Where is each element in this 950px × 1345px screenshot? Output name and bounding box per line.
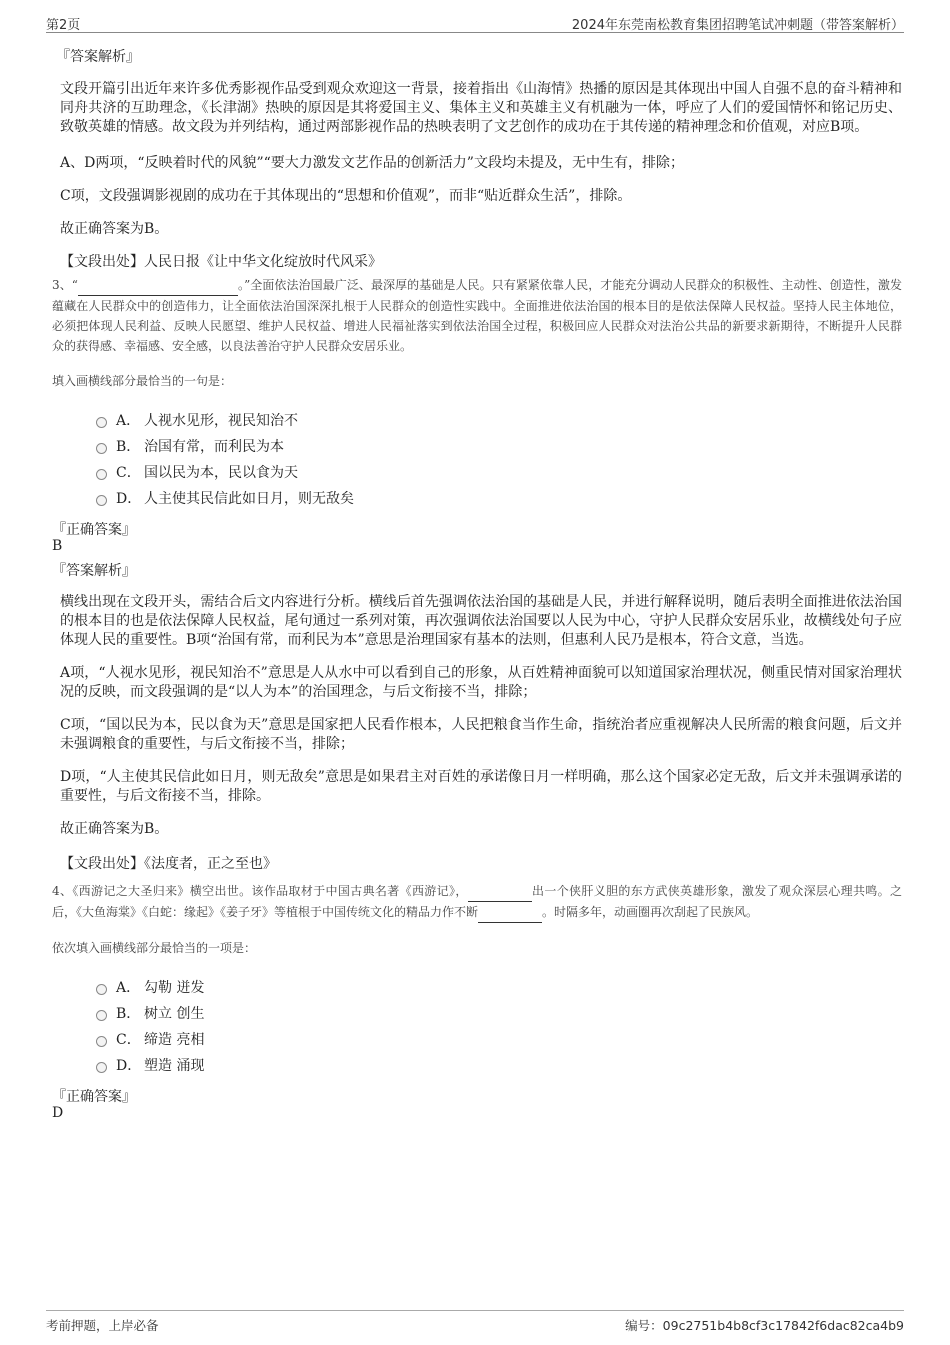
q3-answer: B: [52, 538, 63, 554]
q3-option-b[interactable]: B． 治国有常，而利民为本: [96, 433, 902, 459]
page-number: 第2页: [46, 18, 81, 33]
q2-option-c-analysis: C项，文段强调影视剧的成功在于其体现出的“思想和价值观”，而非“贴近群众生活”，排除。: [60, 188, 632, 204]
q3-prompt: 填入画横线部分最恰当的一句是：: [52, 374, 233, 388]
radio-icon[interactable]: [96, 1010, 107, 1021]
page-footer: [46, 1310, 904, 1333]
q3-option-a-analysis: A项，“人视水见形，视民知治不”意思是人从水中可以看到自己的形象，从百姓精神面貌可以知道国家治理状况，侧重民情对国家治理状况的反映，而文段强调的是“以人为本”的治国理念，与后文衔接不当，排除；: [60, 665, 902, 700]
q4-blank-1: [468, 881, 532, 902]
q3-stem-text: 。”全面依法治国最广泛、最深厚的基础是人民。只有紧紧依靠人民，才能充分调动人民群众的积极性、主动性、创造性，激发蕴藏在人民群众中的创造伟力，让全面依法治国深深扎根于人民群众的创造性实践中。全面推进依法治国的根本目的是依法保障人民权益。坚持人民主体地位，必须把体现人民利益、反映人民愿望、维护人民权益、增进人民福祉落实到依法治国全过程，积极回应人民群众对法治公共品的新要求新期待，不断提升人民群众的获得感、幸福感、安全感，以良法善治守护人民群众安居乐业。: [52, 278, 902, 353]
q3-option-c-analysis: C项，“国以民为本，民以食为天”意思是国家把人民看作根本，人民把粮食当作生命，指统治者应重视解决人民所需的粮食问题，后文并未强调粮食的重要性，与后文衔接不当，排除；: [60, 717, 902, 752]
radio-icon[interactable]: [96, 984, 107, 995]
q3-source: 【文段出处】《法度者，正之至也》: [60, 856, 277, 872]
q3-option-d[interactable]: D． 人主使其民信此如日月，则无敌矣: [96, 485, 902, 511]
q3-option-d-analysis: D项，“人主使其民信此如日月，则无敌矣”意思是如果君主对百姓的承诺像日月一样明确，那么这个国家必定无敌，后文并未强调承诺的重要性，与后文衔接不当，排除。: [60, 769, 902, 804]
q3-analysis: 横线出现在文段开头，需结合后文内容进行分析。横线后首先强调依法治国的基础是人民，并进行解释说明，随后表明全面推进依法治国的根本目的也是依法保障人民权益，尾句通过一系列对策，再次强调依法治国要以人民为中心，守护人民群众安居乐业，故横线处句子应体现人民的重要性。B项“治国有常，而利民为本”意思是治理国家有基本的法则，但惠利人民乃是根本，符合文意，当选。: [60, 594, 902, 648]
q3-stem: [52, 275, 902, 356]
q3-analysis-label: 『答案解析』: [52, 563, 136, 579]
radio-icon[interactable]: [96, 1036, 107, 1047]
q4-stem-part1: 4、《西游记之大圣归来》横空出世。该作品取材于中国古典名著《西游记》，: [52, 884, 468, 898]
q4-stem-part2: 出一个侠肝义胆的东方武侠英雄形象，激发了观众深层心理共鸣。之后，《大鱼海棠》《白蛇：缘起》《姜子牙》等植根于中国传统文化的精品力作不断: [52, 884, 902, 919]
document-id: 编号：09c2751b4b8cf3c17842f6dac82ca4b9: [625, 1318, 904, 1333]
q3-number: 3、“: [52, 278, 78, 292]
q4-answer: D: [52, 1105, 64, 1121]
q4-option-b[interactable]: B． 树立 创生: [96, 1000, 902, 1026]
q3-option-a[interactable]: A． 人视水见形，视民知治不: [96, 407, 902, 433]
page-header: [46, 12, 904, 33]
q2-conclusion: 故正确答案为B。: [60, 221, 169, 237]
document-title: 2024年东莞南松教育集团招聘笔试冲刺题（带答案解析）: [571, 18, 904, 33]
q4-option-a[interactable]: A． 勾勒 迸发: [96, 974, 902, 1000]
q3-correct-label: 『正确答案』: [52, 522, 136, 538]
radio-icon[interactable]: [96, 1062, 107, 1073]
q3-options: [96, 407, 902, 511]
q4-option-d[interactable]: D． 塑造 涌现: [96, 1052, 902, 1078]
radio-icon[interactable]: [96, 443, 107, 454]
radio-icon[interactable]: [96, 469, 107, 480]
q3-blank: [78, 275, 238, 296]
q4-blank-2: [478, 902, 542, 923]
radio-icon[interactable]: [96, 417, 107, 428]
q4-prompt: 依次填入画横线部分最恰当的一项是：: [52, 941, 257, 955]
q4-stem-part3: 。时隔多年，动画圈再次刮起了民族风。: [542, 905, 759, 919]
radio-icon[interactable]: [96, 495, 107, 506]
q3-option-c[interactable]: C． 国以民为本，民以食为天: [96, 459, 902, 485]
q2-option-ad-analysis: A、D两项，“反映着时代的风貌”“要大力激发文艺作品的创新活力”文段均未提及，无中生有，排除；: [60, 155, 684, 171]
q2-source: 【文段出处】人民日报《让中华文化绽放时代风采》: [60, 254, 382, 270]
q4-correct-label: 『正确答案』: [52, 1089, 136, 1105]
q4-options: [96, 974, 902, 1078]
q2-analysis: 文段开篇引出近年来许多优秀影视作品受到观众欢迎这一背景，接着指出《山海情》热播的原因是其体现出中国人自强不息的奋斗精神和同舟共济的互助理念，《长津湖》热映的原因是其将爱国主义、集体主义和英雄主义有机融为一体，呼应了人们的爱国情怀和铭记历史、致敬英雄的情感。故文段为并列结构，通过两部影视作品的热映表明了文艺创作的成功在于其传递的精神理念和价值观，对应B项。: [60, 81, 902, 135]
q2-analysis-label: 『答案解析』: [56, 49, 140, 65]
q4-stem: [52, 881, 902, 923]
footer-slogan: 考前押题，上岸必备: [46, 1318, 159, 1333]
document-body: [52, 42, 902, 1124]
q4-option-c[interactable]: C． 缔造 亮相: [96, 1026, 902, 1052]
q3-conclusion: 故正确答案为B。: [60, 821, 169, 837]
